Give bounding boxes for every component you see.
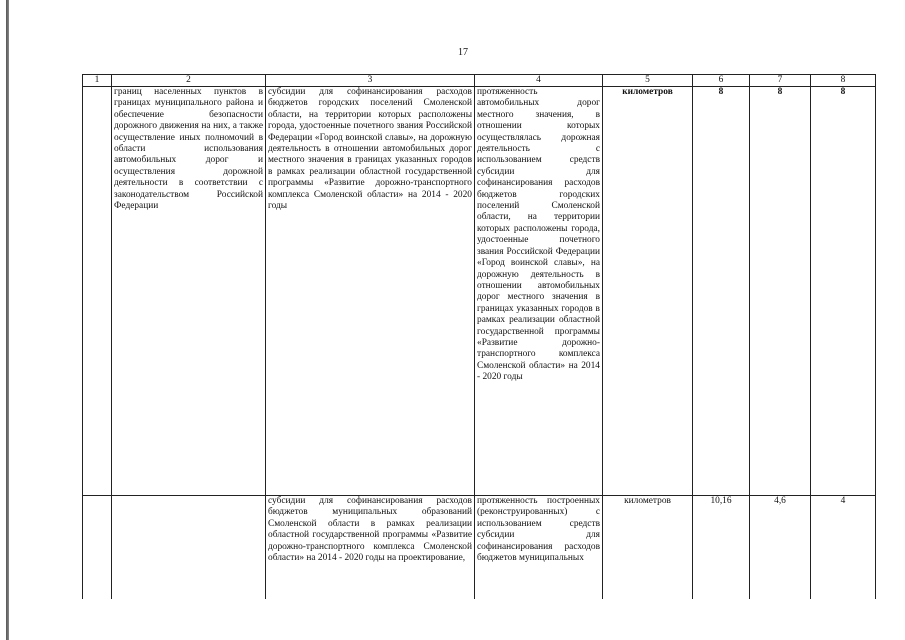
column-header-6: 6 [693,75,750,87]
value-cell-col6: 8 [693,87,750,496]
value-cell-col6: 10,16 [693,496,750,600]
subsidy-description-cell: субсидии для софинансирования расходов бюджетов городских поселений Смоленской области, на территории которых расположены города, удостоенные почетного звания Российской Федерации «Город воинской славы», на дорожную деятельность в отношении автомобильных дорог местного значения в границах указанных городов в рамках реализации областной государственной программы «Развитие дорожно-транспортного комплекса Смоленской области» на 2014 - 2020 годы [266,87,475,496]
row-number-cell [83,87,112,496]
table-row [83,496,876,600]
value-cell-col7: 8 [750,87,811,496]
value-cell-col8: 4 [811,496,876,600]
page-number: 17 [458,47,468,58]
column-header-1: 1 [83,75,112,87]
column-header-5: 5 [603,75,693,87]
column-header-8: 8 [811,75,876,87]
value-cell-col8: 8 [811,87,876,496]
row-number-cell [83,496,112,600]
header-row [83,75,876,87]
authority-description-cell: границ населенных пунктов в границах муниципального района и обеспечение безопасности дорожного движения на них, а также осуществление иных полномочий в области использования автомобильных дорог и осуществления дорожной деятельности в соответствии с законодательством Российской Федерации [112,87,266,496]
subsidy-description-cell: субсидии для софинансирования расходов бюджетов муниципальных образований Смоленской области в рамках реализации областной государственной программы «Развитие дорожно-транспортного комплекса Смоленской области» на 2014 - 2020 годы на проектирование, [266,496,475,600]
column-header-4: 4 [475,75,603,87]
authority-description-cell [112,496,266,600]
column-header-7: 7 [750,75,811,87]
scan-edge [6,0,9,640]
column-header-2: 2 [112,75,266,87]
document-table [82,74,876,599]
indicator-description-cell: протяженность построенных (реконструированных) с использованием средств субсидии для софинансирования расходов бюджетов муниципальных [475,496,603,600]
table-row [83,87,876,496]
indicator-description-cell: протяженность автомобильных дорог местного значения, в отношении которых осуществлялась дорожная деятельность с использованием средств субсидии для софинансирования расходов бюджетов городских поселений Смоленской области, на территории которых расположены города, удостоенные почетного звания Российской Федерации «Город воинской славы», на дорожную деятельность в отношении автомобильных дорог местного значения в границах указанных городов в рамках реализации областной государственной программы «Развитие дорожно-транспортного комплекса Смоленской области» на 2014 - 2020 годы [475,87,603,496]
unit-cell: километров [603,496,693,600]
value-cell-col7: 4,6 [750,496,811,600]
unit-cell: километров [603,87,693,496]
column-header-3: 3 [266,75,475,87]
